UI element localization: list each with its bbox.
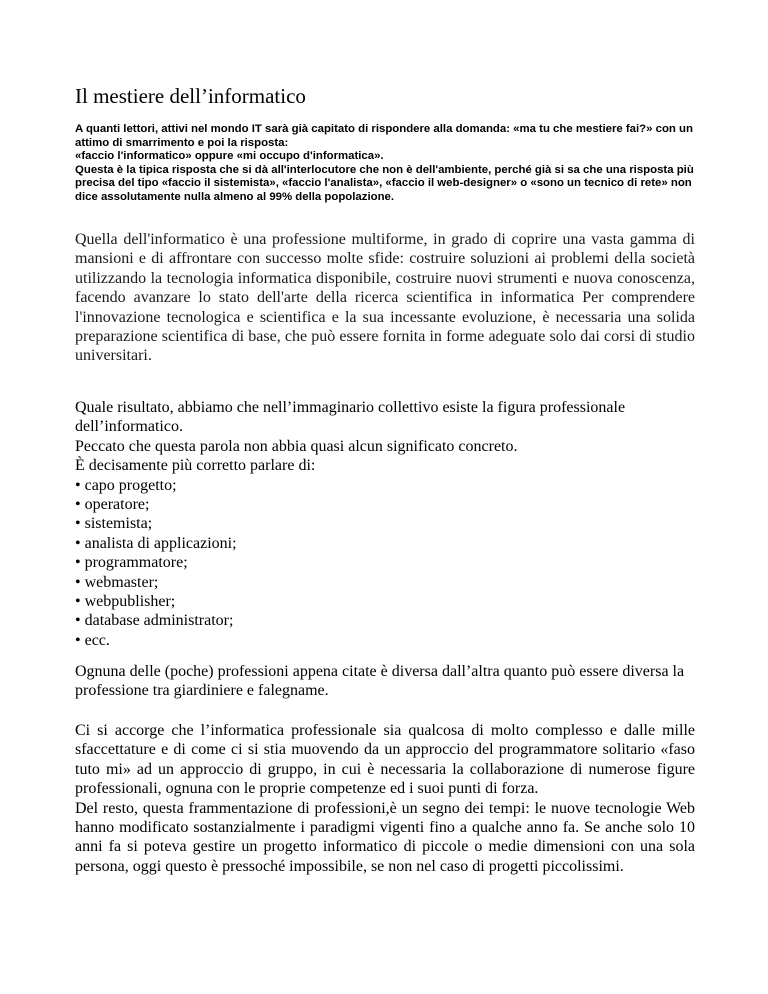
paragraph-profession: Quella dell'informatico è una professione multiforme, in grado di coprire una vasta gamma di mansioni e di affrontare con successo molte sfide: costruire soluzioni ai problemi della società utilizzando la tecnologia informatica disponibile, costruire nuovi strumenti e nuova conoscenza, facendo avanzare lo stato dell'arte della ricerca scientifica in informatica Per comprendere l'innovazione tecnologica e scientifica e la sua incessante evoluzione, è necessaria una solida preparazione scientifica di base, che può essere fornita in forme adeguate solo dai corsi di studio universitari.	[75, 231, 695, 365]
intro-line-explanation: Questa è la tipica risposta che si dà all'interlocutore che non è dell'ambiente, perché già si sa che una risposta più precisa del tipo «faccio il sistemista», «faccio l'analista», «faccio il web-designer» o «sono un tecnico di rete» non dice assolutamente nulla almeno al 99% della popolazione.	[75, 163, 694, 203]
document-title: Il mestiere dell’informatico	[75, 84, 306, 108]
roles-list-lead: È decisamente più corretto parlare di:	[75, 457, 316, 475]
roles-intro-line: Quale risultato, abbiamo che nell’immaginario collettivo esiste la figura professionale dell’informatico.	[75, 399, 626, 436]
paragraph-differences: Ognuna delle (poche) professioni appena citate è diversa dall’altra quanto può essere diversa la professione tra giardiniere e falegname.	[75, 663, 685, 700]
list-item: • analista di applicazioni;	[75, 534, 237, 552]
paragraph-teamwork	[75, 721, 695, 876]
intro-block	[75, 123, 695, 205]
list-item: • operatore;	[75, 496, 150, 514]
intro-line-answer: «faccio l'informatico» oppure «mi occupo d'informatica».	[75, 150, 384, 163]
teamwork-part-two: Del resto, questa frammentazione di professioni,è un segno dei tempi: le nuove tecnologie Web hanno modificato sostanzialmente i paradigmi vigenti fino a qualche anno fa. Se anche solo 10 anni fa si poteva gestire un progetto informatico di piccole o medie dimensioni con una sola persona, oggi questo è pressoché impossibile, se non nel caso di progetti piccolissimi.	[75, 799, 695, 875]
teamwork-part-one: Ci si accorge che l’informatica professionale sia qualcosa di molto complesso e dalle mille sfaccettature e di come ci si stia muovendo da un approccio del programmatore solitario «faso tuto mi» ad un approccio di gruppo, in cui è necessaria la collaborazione di numerose figure professionali, ognuna con le proprie competenze ed i suoi punti di forza.	[75, 722, 695, 798]
list-item: • ecc.	[75, 631, 110, 649]
list-item: • webpublisher;	[75, 593, 176, 611]
list-item: • programmatore;	[75, 554, 188, 572]
intro-line-question: A quanti lettori, attivi nel mondo IT sarà già capitato di rispondere alla domanda: «ma tu che mestiere fai?» con un attimo di smarrimento e poi la risposta:	[75, 123, 693, 149]
list-item: • capo progetto;	[75, 476, 177, 494]
list-item: • sistemista;	[75, 515, 153, 533]
list-item: • webmaster;	[75, 573, 159, 591]
paragraph-roles	[75, 398, 695, 650]
roles-meaning-line: Peccato che questa parola non abbia quasi alcun significato concreto.	[75, 437, 518, 455]
roles-list	[75, 476, 695, 651]
list-item: • database administrator;	[75, 612, 234, 630]
